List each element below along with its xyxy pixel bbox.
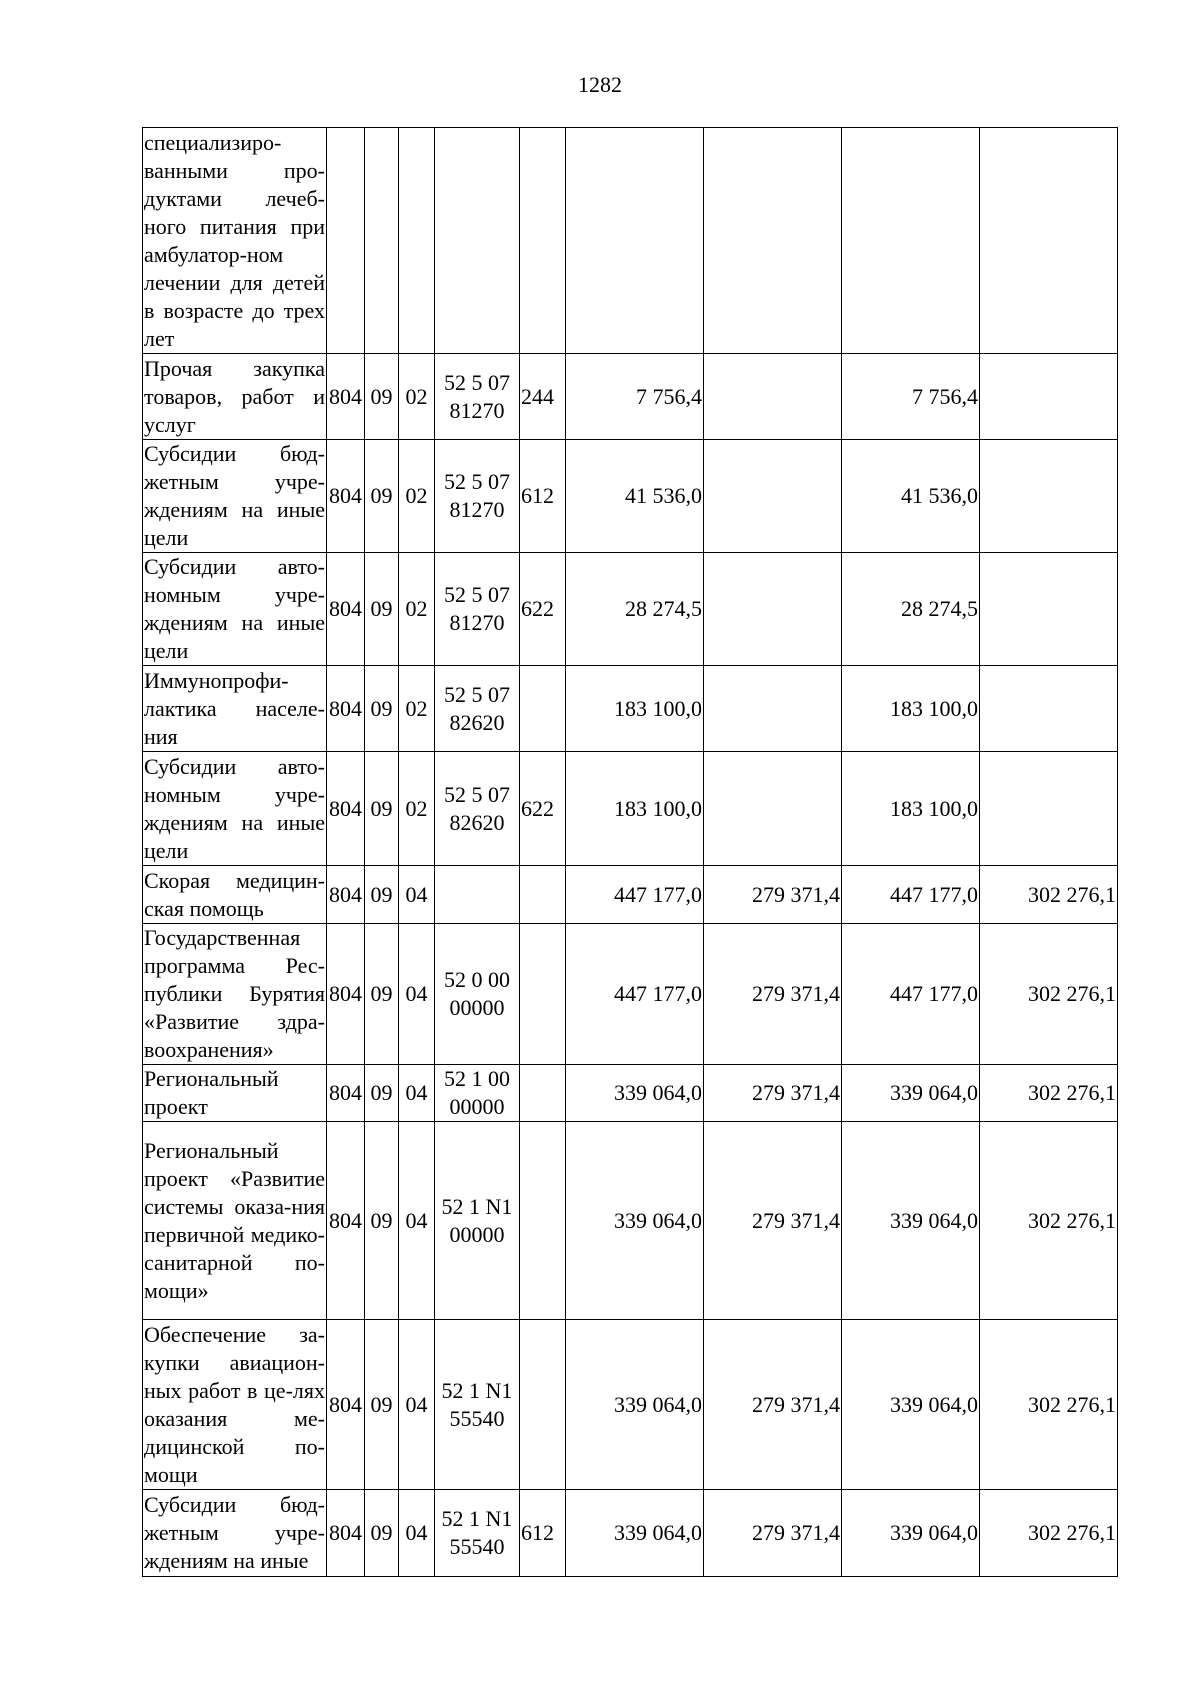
amount-4: 302 276,1 [980,1490,1118,1577]
ministry-code [327,128,365,354]
expense-type-code [520,924,566,1065]
amount-2 [704,128,842,354]
subsection-code: 02 [399,354,435,440]
amount-3: 183 100,0 [842,752,980,866]
section-code: 09 [365,752,399,866]
ministry-code: 804 [327,440,365,553]
amount-3: 339 064,0 [842,1490,980,1577]
subsection-code: 04 [399,1320,435,1490]
table-row [143,1122,1118,1320]
target-item-code: 52 5 07 81270 [435,440,520,553]
ministry-code: 804 [327,666,365,752]
table-row [143,1065,1118,1122]
amount-2 [704,666,842,752]
target-item-code [435,866,520,924]
amount-1: 28 274,5 [566,553,704,666]
expense-type-code [520,1320,566,1490]
expense-type-code: 244 [520,354,566,440]
amount-3: 339 064,0 [842,1065,980,1122]
section-code: 09 [365,866,399,924]
amount-1: 447 177,0 [566,866,704,924]
section-code: 09 [365,553,399,666]
table-row [143,924,1118,1065]
subsection-code: 04 [399,924,435,1065]
amount-4 [980,440,1118,553]
amount-4: 302 276,1 [980,1065,1118,1122]
amount-4 [980,666,1118,752]
ministry-code: 804 [327,1065,365,1122]
table-row [143,866,1118,924]
amount-2: 279 371,4 [704,866,842,924]
amount-4: 302 276,1 [980,866,1118,924]
amount-4: 302 276,1 [980,1122,1118,1320]
amount-1: 447 177,0 [566,924,704,1065]
target-item-code: 52 5 07 82620 [435,666,520,752]
table-row [143,440,1118,553]
subsection-code: 02 [399,666,435,752]
subsection-code: 02 [399,553,435,666]
section-code: 09 [365,440,399,553]
expense-type-code [520,128,566,354]
amount-4: 302 276,1 [980,924,1118,1065]
expense-type-code: 612 [520,440,566,553]
item-name: Субсидии бюд-жетным учре-ждениям на иные [143,1490,327,1577]
expense-type-code [520,666,566,752]
target-item-code: 52 1 N1 55540 [435,1320,520,1490]
item-name: Прочая закупка товаров, работ и услуг [143,354,327,440]
expense-type-code [520,1065,566,1122]
amount-3: 7 756,4 [842,354,980,440]
amount-2: 279 371,4 [704,1490,842,1577]
subsection-code: 04 [399,1065,435,1122]
ministry-code: 804 [327,1122,365,1320]
table-row [143,1490,1118,1577]
ministry-code: 804 [327,752,365,866]
subsection-code: 02 [399,440,435,553]
table-row [143,553,1118,666]
amount-3: 447 177,0 [842,866,980,924]
item-name: Региональный проект [143,1065,327,1122]
amount-2: 279 371,4 [704,1320,842,1490]
amount-3: 28 274,5 [842,553,980,666]
target-item-code [435,128,520,354]
item-name: Государственная программа Рес-публики Бурятия «Развитие здра-воохранения» [143,924,327,1065]
amount-4 [980,553,1118,666]
amount-3: 183 100,0 [842,666,980,752]
target-item-code: 52 0 00 00000 [435,924,520,1065]
amount-1: 183 100,0 [566,666,704,752]
target-item-code: 52 5 07 82620 [435,752,520,866]
budget-table [142,127,1118,1577]
amount-3: 447 177,0 [842,924,980,1065]
expense-type-code: 612 [520,1490,566,1577]
amount-2 [704,553,842,666]
amount-4 [980,752,1118,866]
amount-1: 339 064,0 [566,1122,704,1320]
amount-3: 339 064,0 [842,1320,980,1490]
amount-2 [704,752,842,866]
section-code: 09 [365,1490,399,1577]
ministry-code: 804 [327,1490,365,1577]
amount-3: 339 064,0 [842,1122,980,1320]
amount-1: 7 756,4 [566,354,704,440]
section-code: 09 [365,1065,399,1122]
item-name: Субсидии авто-номным учре-ждениям на иные цели [143,553,327,666]
table-row [143,1320,1118,1490]
target-item-code: 52 1 N1 55540 [435,1490,520,1577]
amount-4 [980,354,1118,440]
expense-type-code [520,1122,566,1320]
target-item-code: 52 5 07 81270 [435,354,520,440]
amount-2: 279 371,4 [704,1065,842,1122]
section-code: 09 [365,354,399,440]
section-code: 09 [365,666,399,752]
page-number: 1282 [578,72,622,97]
item-name: Скорая медицин-ская помощь [143,866,327,924]
table-row [143,128,1118,354]
target-item-code: 52 5 07 81270 [435,553,520,666]
item-name: Региональный проект «Развитие системы оказа-ния первичной медико-санитарной по-мощи» [143,1122,327,1320]
item-name: Субсидии авто-номным учре-ждениям на иные цели [143,752,327,866]
section-code: 09 [365,1122,399,1320]
target-item-code: 52 1 N1 00000 [435,1122,520,1320]
target-item-code: 52 1 00 00000 [435,1065,520,1122]
amount-4 [980,128,1118,354]
expense-type-code: 622 [520,553,566,666]
amount-2: 279 371,4 [704,1122,842,1320]
amount-3 [842,128,980,354]
amount-1: 183 100,0 [566,752,704,866]
section-code [365,128,399,354]
item-name: Иммунопрофи-лактика населе-ния [143,666,327,752]
ministry-code: 804 [327,553,365,666]
item-name: специализиро-ванными про-дуктами лечеб-ного питания при амбулатор-ном лечении для детей в возрасте до трех лет [143,128,327,354]
amount-2: 279 371,4 [704,924,842,1065]
ministry-code: 804 [327,1320,365,1490]
ministry-code: 804 [327,354,365,440]
table-row [143,752,1118,866]
amount-1: 339 064,0 [566,1320,704,1490]
table-row [143,666,1118,752]
amount-1: 339 064,0 [566,1065,704,1122]
amount-2 [704,354,842,440]
item-name: Субсидии бюд-жетным учре-ждениям на иные цели [143,440,327,553]
ministry-code: 804 [327,924,365,1065]
subsection-code: 04 [399,1490,435,1577]
subsection-code: 04 [399,1122,435,1320]
amount-1: 339 064,0 [566,1490,704,1577]
subsection-code: 02 [399,752,435,866]
table-row [143,354,1118,440]
subsection-code [399,128,435,354]
ministry-code: 804 [327,866,365,924]
table-body [143,128,1118,1577]
item-name: Обеспечение за-купки авиацион-ных работ в це-лях оказания ме-дицинской по-мощи [143,1320,327,1490]
amount-1: 41 536,0 [566,440,704,553]
subsection-code: 04 [399,866,435,924]
amount-1 [566,128,704,354]
expense-type-code [520,866,566,924]
amount-4: 302 276,1 [980,1320,1118,1490]
amount-3: 41 536,0 [842,440,980,553]
section-code: 09 [365,924,399,1065]
amount-2 [704,440,842,553]
section-code: 09 [365,1320,399,1490]
expense-type-code: 622 [520,752,566,866]
